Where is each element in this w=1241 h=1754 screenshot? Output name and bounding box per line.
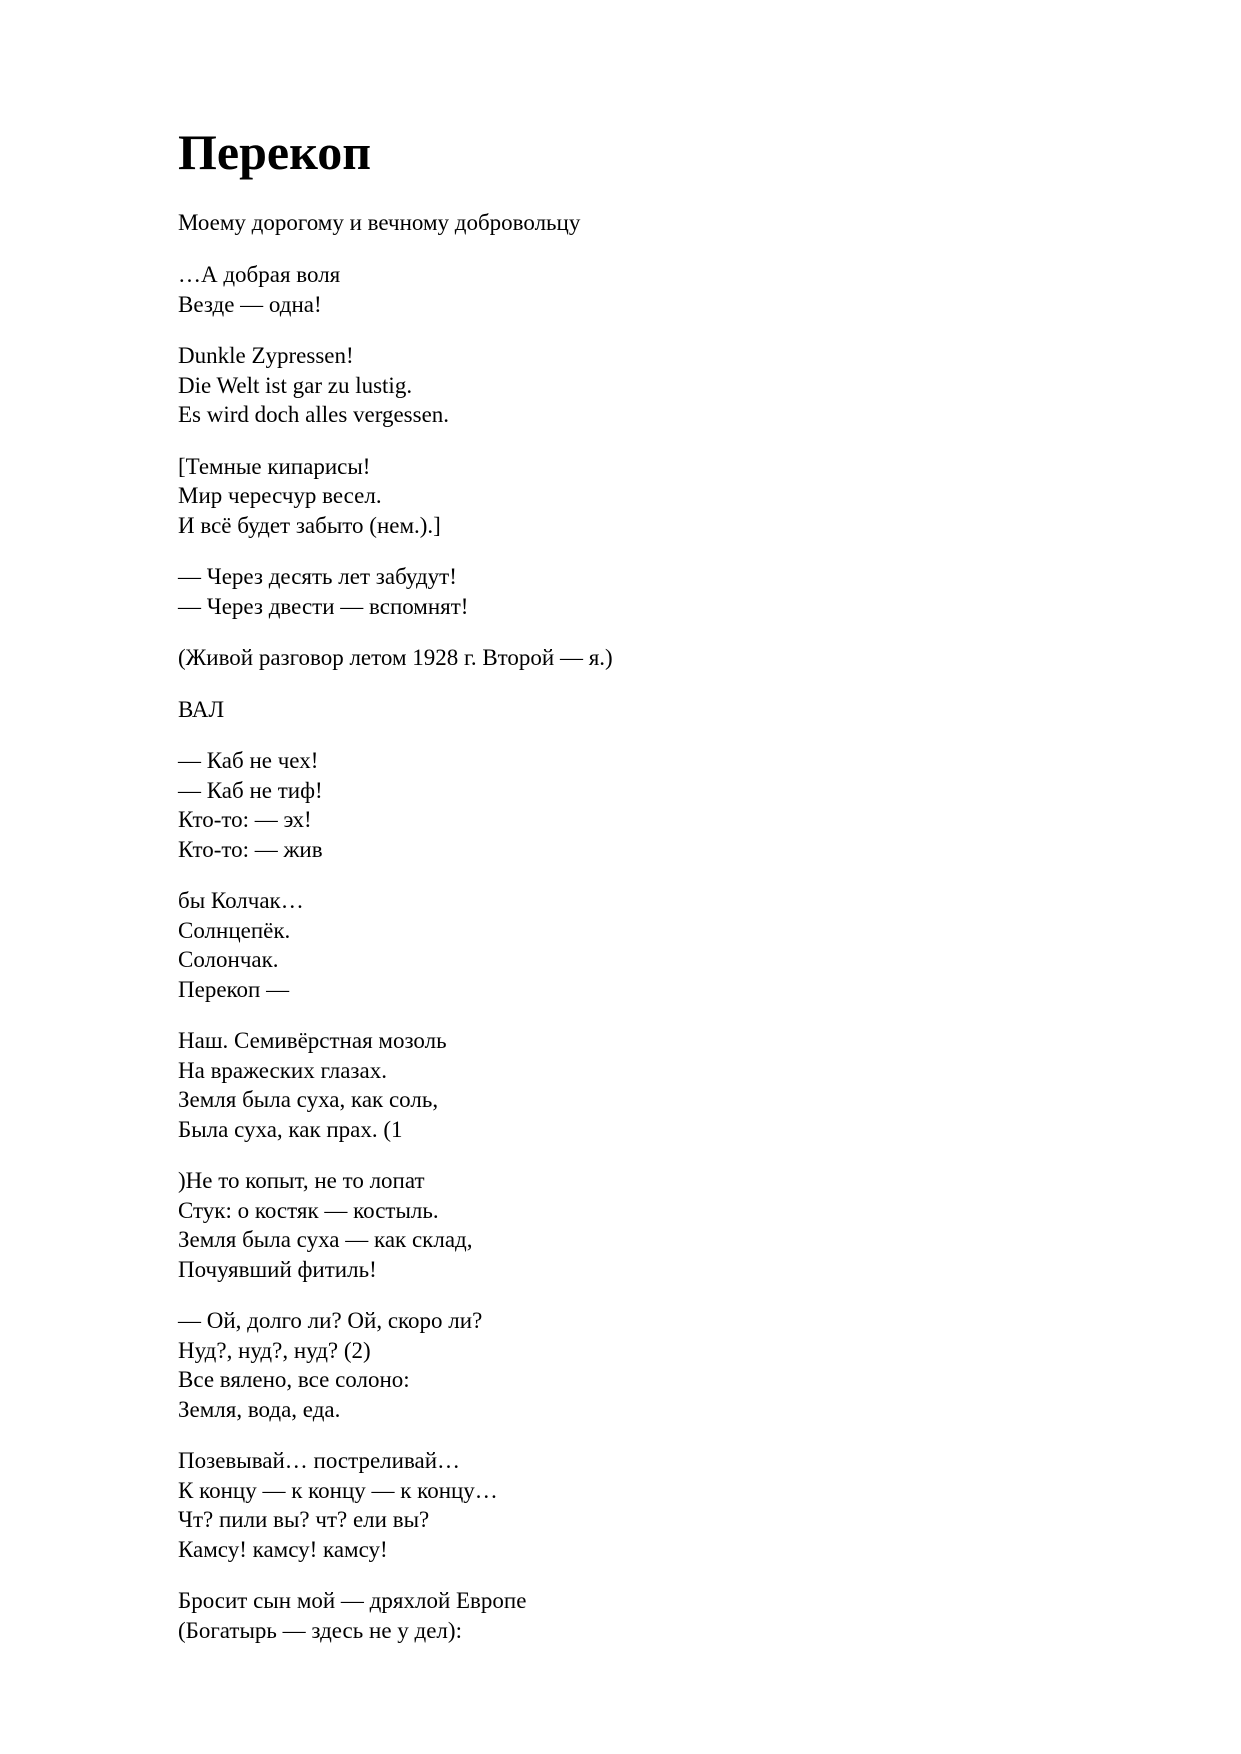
stanza (178, 1026, 1178, 1144)
poem-line: Камсу! камсу! камсу! (178, 1536, 388, 1562)
stanza (178, 1166, 1178, 1284)
stanza (178, 1446, 1178, 1564)
poem-line: К концу — к концу — к концу… (178, 1477, 498, 1503)
stanza (178, 746, 1178, 864)
poem-line: Кто-то: — жив (178, 836, 323, 862)
poem-line: Перекоп — (178, 976, 290, 1002)
poem-line: Стук: о костяк — костыль. (178, 1197, 439, 1223)
poem-line: — Ой, долго ли? Ой, скоро ли? (178, 1308, 483, 1333)
poem-line: )Не то копыт, не то лопат (178, 1168, 425, 1193)
poem-line: Бросит сын мой — дряхлой Европе (178, 1588, 527, 1613)
stanza (178, 452, 1178, 541)
poem-line: Наш. Семивёрстная мозоль (178, 1028, 447, 1053)
stanza (178, 886, 1178, 1004)
poem-line: (Живой разговор летом 1928 г. Второй — я.) (178, 645, 613, 670)
stanza (178, 260, 1178, 319)
poem-line: Почуявший фитиль! (178, 1256, 377, 1282)
stanza (178, 695, 1178, 725)
poem-line: Везде — одна! (178, 291, 322, 317)
poem-line: Чт? пили вы? чт? ели вы? (178, 1507, 430, 1532)
poem-line: — Каб не тиф! (178, 777, 323, 803)
stanza (178, 643, 1178, 673)
poem-line: На вражеских глазах. (178, 1057, 387, 1083)
poem-line: …А добрая воля (178, 262, 341, 287)
poem-line: Позевывай… постреливай… (178, 1448, 461, 1473)
poem-line: Кто-то: — эх! (178, 807, 312, 832)
poem-line: Солончак. (178, 947, 279, 972)
poem-line: Dunkle Zypressen! (178, 343, 354, 368)
document-page (178, 118, 1178, 1667)
dedication: Моему дорогому и вечному добровольцу (178, 210, 581, 235)
stanza (178, 1586, 1178, 1645)
stanza (178, 1306, 1178, 1424)
poem-line: — Через десять лет забудут! (178, 564, 457, 589)
poem-line: (Богатырь — здесь не у дел): (178, 1617, 462, 1643)
stanza (178, 341, 1178, 430)
poem-line: Все вялено, все солоно: (178, 1367, 410, 1392)
poem-line: Была суха, как прах. (1 (178, 1116, 403, 1142)
poem-line: Die Welt ist gar zu lustig. (178, 372, 413, 398)
poem-line: Земля была суха — как склад, (178, 1227, 473, 1252)
poem-line: Es wird doch alles vergessen. (178, 402, 450, 427)
poem-line: Солнцепёк. (178, 917, 291, 943)
poem-line: — Каб не чех! (178, 748, 319, 773)
poem-line: бы Колчак… (178, 888, 304, 913)
poem-line: — Через двести — вспомнят! (178, 593, 469, 619)
poem-line: И всё будет забыто (нем.).] (178, 512, 441, 538)
poem-line: Земля, вода, еда. (178, 1396, 341, 1422)
poem-line: ВАЛ (178, 696, 225, 722)
poem-line: Мир чересчур весел. (178, 483, 382, 508)
poem-line: Нуд?, нуд?, нуд? (2) (178, 1337, 371, 1363)
poem-title: Перекоп (178, 124, 372, 180)
poem-body (178, 260, 1178, 1645)
poem-line: Земля была суха, как соль, (178, 1087, 439, 1112)
stanza (178, 562, 1178, 621)
poem-line: [Темные кипарисы! (178, 453, 371, 479)
